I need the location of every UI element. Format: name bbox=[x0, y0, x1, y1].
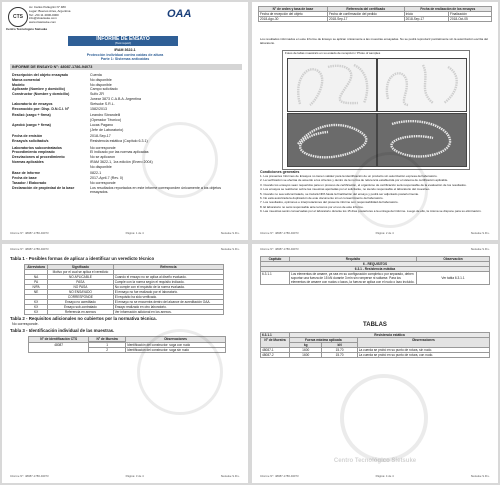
result-cell: 48087-1 bbox=[261, 348, 290, 353]
result-cell: 1600 bbox=[290, 348, 322, 353]
table-head-cell: Observación bbox=[417, 257, 490, 262]
table-cell: NO APLICABLE bbox=[48, 275, 114, 280]
field-label: Procedimiento empleado bbox=[12, 150, 55, 155]
report-number: 48087-1786-94073 bbox=[60, 65, 93, 69]
table-cell: NE bbox=[25, 290, 48, 295]
dates-table bbox=[258, 6, 492, 22]
footer-page: Página: 4 de 4 bbox=[375, 474, 394, 478]
report-field-row bbox=[12, 83, 240, 87]
footer-lab: Sietsuke S.R.L. bbox=[220, 474, 240, 478]
section-row: 6 - REQUISITOS bbox=[261, 262, 490, 267]
watermark-seal bbox=[142, 122, 218, 198]
field-label: Aplicante (Nombre y domicilio) bbox=[12, 87, 65, 92]
sample-photo-3 bbox=[287, 113, 377, 167]
footer-page: Página: 3 de 4 bbox=[125, 474, 144, 478]
table-head-cell: N° de Muestra bbox=[89, 337, 126, 342]
table-cell: El ensayo no se encuentra dentro del alcance de acreditación OAA. bbox=[113, 300, 223, 305]
field-label: Base de Informe bbox=[12, 171, 40, 176]
table-cell: N/PA bbox=[25, 285, 48, 290]
lab-contact-line: Av. Carlos Pellegrini N° 480 bbox=[29, 5, 66, 9]
report-number-label: INFORME DE ENSAYO N°: bbox=[12, 65, 60, 69]
table-head-cell: Requisito bbox=[290, 257, 417, 262]
report-field-row bbox=[12, 107, 240, 111]
footer-page: Página: 1 de 4 bbox=[125, 231, 144, 235]
field-value: El indicado por las normas aplicadas bbox=[90, 150, 149, 155]
results-note: Los resultados informados en este Informe de Ensayo se aplican únicamente a las muestras ensayadas. No se podrá reproducir parcialmente sin la autorización escrita del laboratorio. bbox=[260, 37, 488, 45]
footer-lab: Sietsuke S.R.L. bbox=[470, 474, 490, 478]
field-label: Laboratorios subcontratados bbox=[12, 145, 62, 150]
table-cell: PASA bbox=[48, 280, 114, 285]
field-label: Reconocido por: Disp. D.N.C.I. N° bbox=[12, 106, 70, 111]
header-lab: Sietsuke S.R.L. bbox=[470, 247, 490, 251]
standard-code: IRAM 3622-1 bbox=[114, 48, 136, 52]
requirements-table bbox=[260, 256, 490, 285]
report-field-row bbox=[12, 102, 240, 106]
table-ref-title: Resistencia estática bbox=[290, 333, 490, 338]
field-value: Campo solicitado bbox=[90, 87, 118, 92]
table-cell: Ver información adicional en los anexos. bbox=[113, 310, 223, 315]
table-cell: NO ENSAYADO bbox=[48, 290, 114, 295]
dates-head-cell: Referencia del certificado bbox=[327, 7, 404, 12]
report-title-banner bbox=[68, 36, 178, 46]
dates-label-cell: Fecha de confirmación del pedido bbox=[327, 12, 404, 17]
table-head-cell: Significado bbox=[48, 265, 114, 270]
table-head-cell: Observaciones bbox=[126, 337, 226, 343]
field-value: Junear 3873 C.A.B.A. Argentina bbox=[90, 96, 141, 101]
report-field-row bbox=[12, 97, 240, 101]
report-field-row bbox=[12, 78, 240, 82]
lab-contact-line: info@ctsietsuke.com bbox=[29, 16, 57, 21]
field-label: Desviaciones al procedimiento bbox=[12, 155, 65, 160]
footer-lab: Sietsuke S.R.L. bbox=[470, 231, 490, 235]
sample-obs-cell: Identificación del constructor: soga sin nudo bbox=[126, 348, 226, 353]
table-ref-cell: 6.3.1.1 bbox=[261, 333, 290, 338]
footer-report-no: Informe N°: 48087-1786-94073 bbox=[10, 474, 49, 478]
report-title-sub: (Test report) bbox=[114, 41, 132, 45]
table-cell: Referencia en anexos bbox=[48, 310, 114, 315]
sample-obs-cell: Identificación del constructor: soga con nudo bbox=[126, 343, 226, 348]
field-value: (Operador Técnico) bbox=[90, 117, 122, 122]
result-cell: La cuerda se probó en su punto de rotura, con nudo. bbox=[357, 353, 489, 358]
table-head-cell: N° de identificación CTS bbox=[29, 337, 89, 343]
condition-item: 5. Cuando no sea subcontratado, se trazará NPA hasta la finalización del ensayo y podrá ser adjuntado posteriormente. bbox=[260, 191, 420, 196]
dates-head-cell: Fecha de realización de los ensayos bbox=[404, 7, 491, 12]
field-value: No disponible bbox=[90, 82, 112, 87]
tables-title: TABLAS bbox=[363, 322, 387, 328]
field-label: Laboratorio de ensayos bbox=[12, 101, 53, 106]
sample-photo-2 bbox=[377, 58, 467, 112]
field-value: Los resultados reportados en este informe corresponden únicamente a los objetos ensayados. bbox=[90, 185, 222, 195]
field-value: Sietsuke S.R.L. bbox=[90, 101, 115, 106]
sample-photo-1 bbox=[287, 58, 377, 112]
condition-item: 9. Las muestras serán conservadas por el laboratorio durante los 15 días posteriores a la entrega del informe. Luego de ello, la misma se dispone para su eliminación. bbox=[260, 209, 482, 214]
table-cell: PA bbox=[25, 280, 48, 285]
dates-label-cell: Finalización bbox=[449, 12, 492, 17]
dates-value-cell: 2018-Oct-05 bbox=[449, 17, 492, 22]
cts-seal-logo: CTS bbox=[8, 7, 28, 27]
standard-title: Protección individual contra caídas de altura bbox=[86, 52, 164, 57]
field-value: 1582/2013 bbox=[90, 106, 107, 111]
report-field-row bbox=[12, 118, 240, 122]
header-report-no: Informe N°: 48087-1786-94073 bbox=[10, 247, 49, 251]
footer-report-no: Informe N°: 48087-1786-94073 bbox=[260, 231, 299, 235]
condition-item: 4. Los ensayos se realizaron sobre las muestras aportadas por el solicitante, no siendo responsable el laboratorio del muestreo. bbox=[260, 187, 431, 192]
static-strength-table bbox=[260, 332, 490, 358]
dates-value-cell: 2018-Sep-17 bbox=[327, 17, 404, 22]
field-value: IRAM 3622-1, 1ra edición (Enero 2004) bbox=[90, 159, 153, 164]
standard-part: Parte 1: Sistemas anticaídas bbox=[100, 57, 150, 61]
field-label: Realizó (cargo + firma) bbox=[12, 113, 51, 118]
sample-number-cell: 1 bbox=[89, 343, 126, 348]
table-cell: Cumple con la norma según el requisito indicado. bbox=[113, 280, 223, 285]
result-cell: La cuerda se probó en su punto de rotura, sin nudo. bbox=[357, 348, 489, 353]
field-label: Ensayo/s solicitado/s bbox=[12, 138, 49, 143]
table1-title: Tabla 1 - Posibles formas de aplicar a identificar un veredicto técnico bbox=[10, 256, 155, 261]
table-cell: Cuando el ensayo no se aplica al diseño evaluado. bbox=[113, 275, 223, 280]
dates-head-cell: N° de orden y tasa de base bbox=[259, 7, 328, 12]
req-obs-cell: Ver tabla 6.3.1.1 bbox=[417, 272, 490, 285]
field-label: Fecha de base bbox=[12, 176, 37, 181]
verdict-table bbox=[24, 264, 224, 315]
dates-value-cell: 2018-Sep-17 bbox=[404, 17, 448, 22]
header-report-no: Informe N°: 48087-1786-94073 bbox=[260, 247, 299, 251]
field-label: Modelo bbox=[12, 82, 25, 87]
condition-item: 2. La verificación se efectúa de acuerdo a los criterios y dentro de la norma de referencia establecida por el sistema de certificación aplicable. bbox=[260, 178, 449, 183]
field-value: No se aplicaron bbox=[90, 155, 115, 160]
field-label: Aprobó (cargo + firma) bbox=[12, 122, 51, 127]
table-cell: KX bbox=[25, 300, 48, 305]
field-value: (Jefe de Laboratorio) bbox=[90, 127, 124, 132]
table-cell: NO PASA bbox=[48, 285, 114, 290]
field-label bbox=[12, 118, 90, 122]
field-label bbox=[12, 97, 90, 101]
report-field-row bbox=[12, 113, 240, 117]
page-footer bbox=[10, 474, 240, 478]
condition-item: 8. El laboratorio no será responsable ante terceros por el uso de este informe. bbox=[260, 204, 364, 209]
result-cell: 15.70 bbox=[322, 353, 357, 358]
field-value: 0822-1 bbox=[90, 171, 102, 176]
watermark-seal bbox=[137, 329, 223, 415]
table-cell: CORRESPONDE bbox=[48, 295, 114, 300]
req-number-cell: 6.3.1.1 bbox=[261, 272, 290, 285]
condition-item: 6. No está autorizada la duplicación de este documento sin el consentimiento del laboratorio. bbox=[260, 195, 384, 200]
sample-number-cell: 2 bbox=[89, 348, 126, 353]
watermark-text: Centro Tecnológico Sietsuke bbox=[333, 458, 417, 464]
subsection-row: 6.3.1 - Resistencia estática bbox=[261, 267, 490, 272]
footer-report-no: Informe N°: 48087-1786-94073 bbox=[10, 231, 49, 235]
lab-contact-line: www.ctsietsuke.com bbox=[29, 20, 57, 25]
table-head-cell: Fuerza máxima aplicada bbox=[290, 338, 358, 343]
dates-label-cell: Fecha de recepción del objeto bbox=[259, 12, 328, 17]
field-value: Cuerda bbox=[90, 73, 102, 77]
field-label: Declaración de propiedad de la base bbox=[12, 185, 75, 190]
dates-label-cell: Inicio bbox=[404, 12, 448, 17]
field-label: Tasador / Elaborado bbox=[12, 180, 47, 185]
table-head-cell: Observaciones bbox=[357, 338, 489, 348]
req-text-cell: Los elementos de amarre, ya sea en su configuración completa o por separado, deben soportar una fuerza de 15 kN durante 3 min sin romperse ni soltarse. Para los elementos de amarre con nudos o lazos, la fuerza se aplica con el nudo o lazo incluido. bbox=[291, 272, 415, 284]
result-cell: 48087-2 bbox=[261, 353, 290, 358]
table-cell: Ensayo realizado en otro laboratorio. bbox=[113, 305, 223, 310]
table-head-cell: N° de Muestra bbox=[261, 338, 290, 348]
photo-caption: Fotos de la/las muestra/s en su estado de recepción / Photo of samples bbox=[285, 51, 381, 55]
lab-contact-block bbox=[29, 6, 89, 25]
field-value: 2018-Sep-17 bbox=[90, 134, 111, 139]
report-page-3 bbox=[2, 244, 248, 483]
page-footer bbox=[10, 231, 240, 235]
field-value: Resistencia estática (Capítulo 6.3.1) bbox=[90, 138, 148, 143]
report-field-row bbox=[12, 123, 240, 127]
header-lab: Sietsuke S.R.L. bbox=[220, 247, 240, 251]
field-label: Marca comercial bbox=[12, 77, 41, 82]
result-cell: 1600 bbox=[290, 353, 322, 358]
field-value: Sulfo ZR bbox=[90, 92, 104, 97]
field-label: Descripción del objeto ensayado bbox=[12, 73, 69, 77]
dates-value-cell: 2018-Ago-30 bbox=[259, 17, 328, 22]
table2-title: Tabla 2 - Requisitos adicionales no cubiertos por la normativa técnica. bbox=[10, 316, 157, 321]
field-label bbox=[12, 165, 90, 169]
report-field-row bbox=[12, 73, 240, 77]
table-head-cell: Capítulo bbox=[261, 257, 290, 262]
field-value: No disponible bbox=[90, 77, 112, 82]
field-value: 2017-April-7 (Rev. 0) bbox=[90, 176, 124, 181]
table-cell: Motivo por el cual se aplica el veredicto bbox=[48, 270, 114, 275]
condition-item: 3. Cuando los ensayos sean requeridos para un proceso de certificación, el organismo de certificación será responsable de la evaluación de los resultados. bbox=[260, 182, 467, 187]
unit-cell: kg bbox=[290, 343, 322, 348]
result-cell: 15.70 bbox=[322, 348, 357, 353]
table-head-cell: Referencia bbox=[113, 265, 223, 270]
lab-contact-line: Tel: +54 11 4000-0000 bbox=[29, 12, 59, 17]
watermark-seal bbox=[352, 152, 428, 228]
table-cell: KX bbox=[25, 305, 48, 310]
watermark-seal-large bbox=[340, 374, 428, 462]
field-value: No corresponde bbox=[90, 145, 116, 150]
lab-name: Centro Tecnológico Sietsuke bbox=[6, 27, 48, 31]
field-label: Normas aplicables bbox=[12, 159, 44, 164]
field-value: No disponible bbox=[90, 164, 112, 169]
field-label: Fecha de emisión bbox=[12, 134, 43, 139]
report-field-row bbox=[12, 87, 240, 91]
field-value: Leandro Sbrandelli bbox=[90, 113, 121, 118]
report-page-1 bbox=[2, 2, 248, 240]
report-page-4 bbox=[252, 244, 498, 483]
table-head-cell: Abreviatura bbox=[25, 265, 48, 270]
report-page-2 bbox=[252, 2, 498, 240]
oaa-logo: OAA bbox=[167, 8, 192, 20]
table-cell: El requisito ha sido verificado. bbox=[113, 295, 223, 300]
footer-lab: Sietsuke S.R.L. bbox=[220, 231, 240, 235]
table2-note: No corresponde. bbox=[12, 322, 39, 326]
table-cell: KX bbox=[25, 310, 48, 315]
condition-item: 7. Los resultados, opiniones e interpretaciones del presente informe son responsabilidad del laboratorio. bbox=[260, 200, 399, 205]
table-cell: No cumple con el requisito de la norma evaluada. bbox=[113, 285, 223, 290]
lab-contact-line: Lugar: Buenos Aires, Argentina bbox=[29, 8, 71, 13]
page-header bbox=[10, 247, 240, 251]
photo-panel bbox=[282, 50, 470, 170]
report-field-row bbox=[12, 92, 240, 96]
table-cell: Ensayo no acreditado bbox=[48, 300, 114, 305]
page-footer bbox=[260, 231, 490, 235]
condition-item: 1. Los presentes Informes de Ensayos no tienen validez para la identificación de un producto sin autorización expresa del laboratorio. bbox=[260, 174, 438, 178]
table-cell: El ensayo no fue realizado por el laboratorio. bbox=[113, 290, 223, 295]
field-value: Lucas Pagano bbox=[90, 122, 113, 127]
report-number-bar bbox=[10, 64, 242, 70]
field-label: Constructor (Nombre y domicilio) bbox=[12, 92, 70, 97]
conditions-title: Condiciones generales bbox=[260, 170, 300, 174]
unit-cell: kN bbox=[322, 343, 357, 348]
page-header bbox=[260, 247, 490, 251]
report-title: INFORME DE ENSAYO bbox=[96, 36, 150, 42]
table-cell: Ensayo sub-contratado bbox=[48, 305, 114, 310]
sample-id-cell: 48087 bbox=[29, 343, 89, 353]
footer-page: Página: 2 de 4 bbox=[375, 231, 394, 235]
footer-report-no: Informe N°: 48087-1786-94073 bbox=[260, 474, 299, 478]
field-value: No corresponde bbox=[90, 180, 116, 185]
page-footer bbox=[260, 474, 490, 478]
field-label bbox=[12, 128, 90, 132]
table3-title: Tabla 3 - Identificación individual de las muestras. bbox=[10, 328, 115, 333]
table-cell: NA bbox=[25, 275, 48, 280]
table-row bbox=[25, 310, 224, 315]
